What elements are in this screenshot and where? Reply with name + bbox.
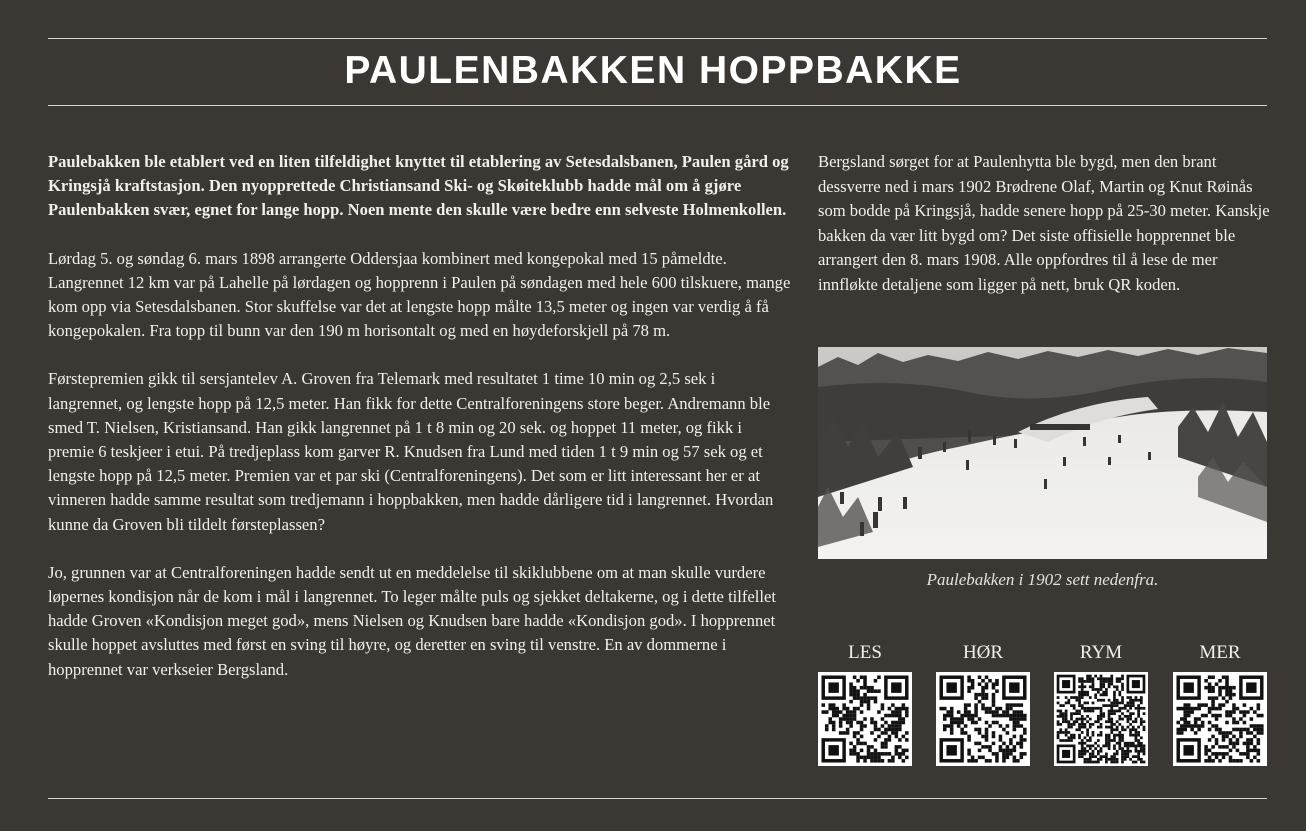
qr-code-icon[interactable] — [1054, 672, 1148, 766]
top-rule-upper — [48, 38, 1267, 39]
left-text-column — [48, 150, 792, 706]
qr-block-rym[interactable] — [1054, 641, 1148, 771]
ski-slope-photo-illustration — [818, 347, 1267, 559]
qr-label: MER — [1199, 642, 1241, 663]
qr-code-icon[interactable] — [936, 672, 1030, 766]
photo-caption: Paulebakken i 1902 sett nedenfra. — [926, 570, 1159, 589]
qr-label: LES — [848, 642, 882, 663]
bottom-rule — [48, 798, 1267, 799]
qr-block-hor[interactable] — [936, 641, 1030, 771]
page-title: PAULENBAKKEN HOPPBAKKE — [344, 49, 962, 92]
qr-block-les[interactable] — [818, 641, 912, 771]
body-paragraph-1: Lørdag 5. og søndag 6. mars 1898 arrangerte Oddersjaa kombinert med kongepokal med 15 påmeldte. Langrennet 12 km var på Lahelle på lørdagen og hopprenn i Paulen på søndagen med hele 600 tilskuere, mange kom opp via Setesdalsbanen. Stor skuffelse var det at lengste hopp målte 13,5 meter og ingen var verdig å få kongepokalen. Fra topp til bunn var den 190 m horisontalt og med en høydeforskjell på 78 m. — [48, 248, 791, 341]
qr-code-icon[interactable] — [1173, 672, 1267, 766]
qr-label: RYM — [1079, 642, 1123, 663]
body-paragraph-3: Jo, grunnen var at Centralforeningen hadde sendt ut en meddelelse til skiklubbene om at man skulle vurdere løpernes kondisjon når de kom i mål i langrennet. To leger målte puls og sjekket deltakerne, og i dette tilfellet hadde Groven «Kondisjon meget god», mens Nielsen og Knudsen bare hadde «Kondisjon god». I hopprennet skulle hoppet avsluttes med først en sving til høyre, og deretter en sving til venstre. En av dommerne i hopprennet var verkseier Bergsland. — [48, 562, 776, 679]
right-text-column — [818, 150, 1270, 297]
top-rule-lower — [48, 105, 1267, 106]
right-paragraph: Bergsland sørget for at Paulenhytta ble bygd, men den brant dessverre ned i mars 1902 Brødrene Olaf, Martin og Knut Røinås som bodde på Kringsjå, hadde senere hopp på 25-30 meter. Kanskje bakken da vær litt bygd om? Det siste offisielle hopprennet ble arrangert den 8. mars 1908. Alle oppfordres til å lese de mer innfløkte detaljene som ligger på nett, bruk QR koden. — [818, 152, 1270, 294]
qr-label: HØR — [962, 642, 1004, 663]
qr-code-icon[interactable] — [818, 672, 912, 766]
historic-photo — [818, 347, 1267, 559]
qr-block-mer[interactable] — [1173, 641, 1267, 771]
lead-paragraph: Paulebakken ble etablert ved en liten tilfeldighet knyttet til etablering av Setesdalsbanen, Paulen gård og Kringsjå kraftstasjon. Den nyopprettede Christiansand Ski- og Skøiteklubb hadde mål om å gjøre Paulenbakken svær, egnet for lange hopp. Noen mente den skulle være bedre enn selveste Holmenkollen. — [48, 152, 789, 220]
body-paragraph-2: Førstepremien gikk til sersjantelev A. Groven fra Telemark med resultatet 1 time 10 min og 2,5 sek i langrennet, og lengste hopp på 12,5 meter. Han fikk for dette Centralforeningens store beger. Andremann ble smed T. Nielsen, Kristiansand. Han gikk langrennet på 1 t 8 min og 20 sek. og hoppet 11 meter, og fikk i premie 6 teskjeer i etui. På tredjeplass kom garver R. Knudsen fra Lund med tiden 1 t 9 min og 57 sek og et lengste hopp på 12,5 meter. Premien var et par ski (Centralforeningens). Det som er litt interessant her er at vinneren hadde samme resultat som tredjemann i hoppbakken, men hadde dårligere tid i langrennet. Hvordan kunne da Groven bli tildelt førsteplassen? — [48, 369, 774, 534]
